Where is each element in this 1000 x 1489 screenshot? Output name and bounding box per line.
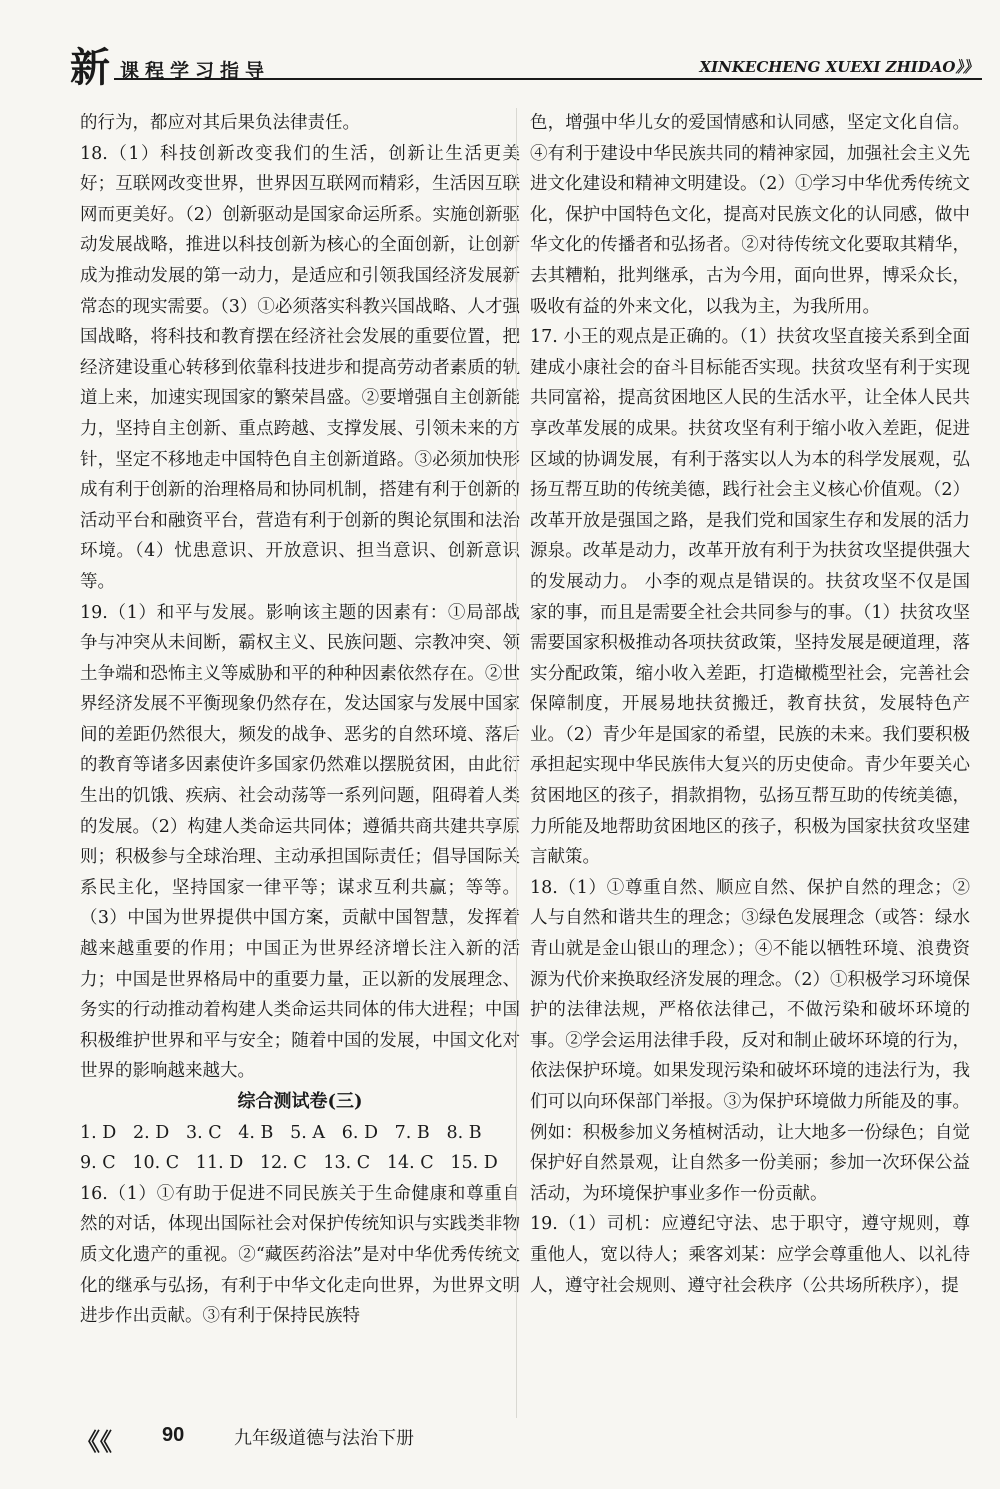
mc-answers-line-1: 1. D 2. D 3. C 4. B 5. A 6. D 7. B 8. B (80, 1122, 482, 1143)
answer-18: 18.（1）科技创新改变我们的生活，创新让生活更美好；互联网改变世界，世界因互联网而精彩，生活因互联网而更美好。（2）创新驱动是国家命运所系。实施创新驱动发展战略，推进以科技创新为核心的全面创新，让创新成为推动发展的第一动力，是适应和引领我国经济发展新常态的现实需要。（3）①必须落实科教兴国战略、人才强国战略，将科技和教育摆在经济社会发展的重要位置，把经济建设重心转移到依靠科技进步和提高劳动者素质的轨道上来，加速实现国家的繁荣昌盛。②要增强自主创新能力，坚持自主创新、重点跨越、支撑发展、引领未来的方针，坚定不移地走中国特色自主创新道路。③必须加快形成有利于创新的治理格局和协同机制，搭建有利于创新的活动平台和融资平台，营造有利于创新的舆论氛围和法治环境。（4）忧患意识、开放意识、担当意识、创新意识等。 (80, 143, 520, 592)
page-header (62, 44, 982, 94)
right-column (530, 108, 970, 1301)
header-pinyin: XINKECHENG XUEXI ZHIDAO》》 (699, 58, 978, 76)
section-title: 综合测试卷(三) (237, 1091, 363, 1112)
column-divider (516, 108, 517, 1418)
answer-16: 16.（1）①有助于促进不同民族关于生命健康和尊重自然的对话，体现出国际社会对保护传统知识与实践类非物质文化遗产的重视。②“藏医药浴法”是对中华优秀传统文化的继承与弘扬，有利于中华文化走向世界，为世界文明进步作出贡献。③有利于保持民族特 (80, 1183, 520, 1327)
paragraph: 色，增强中华儿女的爱国情感和认同感，坚定文化自信。④有利于建设中华民族共同的精神家园，加强社会主义先进文化建设和精神文明建设。（2）①学习中华优秀传统文化，保护中国特色文化，提高对民族文化的认同感，做中华文化的传播者和弘扬者。②对待传统文化要取其精华，去其糟粕，批判继承，古为今用，面向世界，博采众长，吸收有益的外来文化，以我为主，为我所用。 (530, 113, 970, 317)
double-chevron-left-icon: 《《 (76, 1427, 112, 1456)
page-number: 90 (162, 1424, 185, 1446)
header-title: 课程学习指导 (120, 60, 271, 82)
left-column (80, 108, 520, 1332)
header-rule (114, 78, 982, 80)
logo-glyph: 新 (70, 44, 110, 91)
paragraph: 的行为，都应对其后果负法律责任。 (80, 113, 360, 133)
answer-19: 19.（1）司机：应遵纪守法、忠于职守，遵守规则，尊重他人，宽以待人；乘客刘某：应学会尊重他人、以礼待人，遵守社会规则、遵守社会秩序（公共场所秩序），提 (530, 1214, 970, 1296)
answer-19: 19.（1）和平与发展。影响该主题的因素有：①局部战争与冲突从未间断，霸权主义、民族问题、宗教冲突、领土争端和恐怖主义等威胁和平的种种因素依然存在。②世界经济发展不平衡现象仍然存在，发达国家与发展中国家间的差距仍然很大，频发的战争、恶劣的自然环境、落后的教育等诸多因素使许多国家仍然难以摆脱贫困，由此衍生出的饥饿、疾病、社会动荡等一系列问题，阻碍着人类的发展。（2）构建人类命运共同体；遵循共商共建共享原则；积极参与全球治理、主动承担国际责任；倡导国际关系民主化，坚持国家一律平等；谋求互利共赢；等等。（3）中国为世界提供中国方案，贡献中国智慧，发挥着越来越重要的作用；中国正为世界经济增长注入新的活力；中国是世界格局中的重要力量，正以新的发展理念、务实的行动推动着构建人类命运共同体的伟大进程；中国积极维护世界和平与安全；随着中国的发展，中国文化对世界的影响越来越大。 (80, 602, 520, 1082)
page-footer (70, 1418, 570, 1458)
answer-18: 18.（1）①尊重自然、顺应自然、保护自然的理念；②人与自然和谐共生的理念；③绿色发展理念（或答：绿水青山就是金山银山的理念）；④不能以牺牲环境、浪费资源为代价来换取经济发展的理念。（2）①积极学习环境保护的法律法规，严格依法律己，不做污染和破坏环境的事。②学会运用法律手段，反对和制止破坏环境的行为，依法保护环境。如果发现污染和破坏环境的违法行为，我们可以向环保部门举报。③为保护环境做力所能及的事。例如：积极参加义务植树活动，让大地多一份绿色；自觉保护好自然景观，让自然多一份美丽；参加一次环保公益活动，为环境保护事业多作一份贡献。 (530, 877, 970, 1204)
mc-answers-line-2: 9. C 10. C 11. D 12. C 13. C 14. C 15. D (80, 1153, 498, 1174)
answer-17: 17. 小王的观点是正确的。（1）扶贫攻坚直接关系到全面建成小康社会的奋斗目标能否实现。扶贫攻坚有利于实现共同富裕，提高贫困地区人民的生活水平，让全体人民共享改革发展的成果。扶贫攻坚有利于缩小收入差距，促进区域的协调发展，有利于落实以人为本的科学发展观，弘扬互帮互助的传统美德，践行社会主义核心价值观。（2）改革开放是强国之路，是我们党和国家生存和发展的活力源泉。改革是动力，改革开放有利于为扶贫攻坚提供强大的发展动力。 小李的观点是错误的。扶贫攻坚不仅是国家的事，而且是需要全社会共同参与的事。（1）扶贫攻坚需要国家积极推动各项扶贫政策，坚持发展是硬道理，落实分配政策，缩小收入差距，打造橄榄型社会，完善社会保障制度，开展易地扶贫搬迁，教育扶贫，发展特色产业。（2）青少年是国家的希望，民族的未来。我们要积极承担起实现中华民族伟大复兴的历史使命。青少年要关心贫困地区的孩子，捐款捐物，弘扬互帮互助的传统美德，力所能及地帮助贫困地区的孩子，积极为国家扶贫攻坚建言献策。 (530, 327, 970, 868)
book-title: 九年级道德与法治下册 (234, 1428, 414, 1449)
